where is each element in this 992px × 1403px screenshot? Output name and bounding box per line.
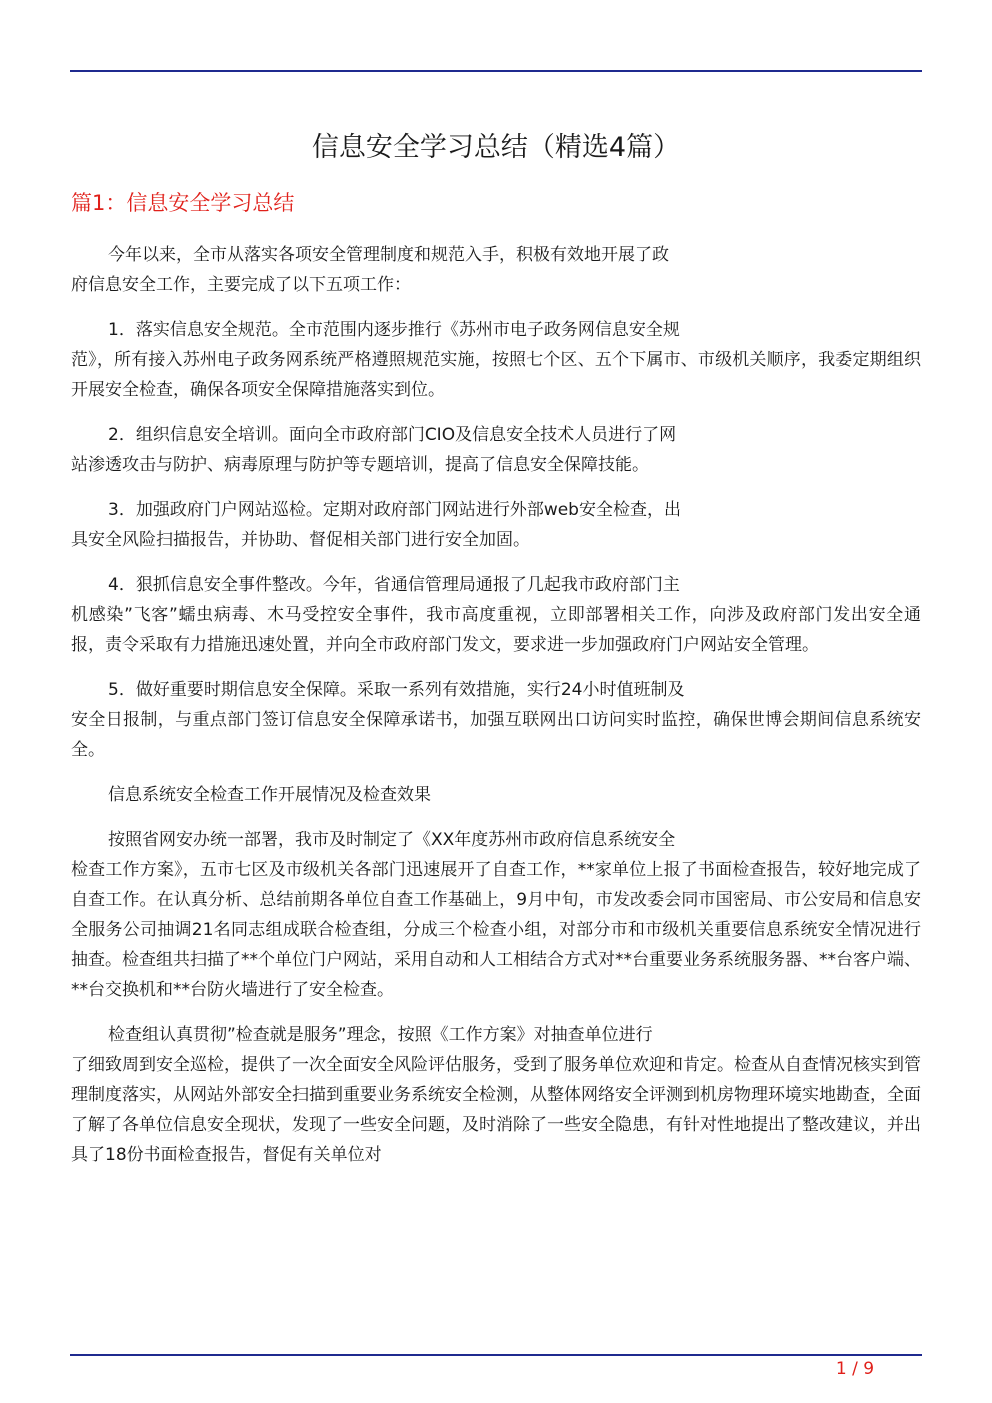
paragraph: [71, 420, 921, 480]
paragraph: [71, 1020, 921, 1170]
paragraph: [71, 825, 921, 1005]
document-body: [71, 240, 921, 1185]
paragraph-continuation: 站渗透攻击与防护、病毒原理与防护等专题培训，提高了信息安全保障技能。: [71, 455, 649, 475]
paragraph-continuation: 机感染”飞客”蠕虫病毒、木马受控安全事件，我市高度重视，立即部署相关工作，向涉及政府部门发出安全通报，责令采取有力措施迅速处置，并向全市政府部门发文，要求进一步加强政府门户网站安全管理。: [71, 605, 921, 655]
paragraph: [71, 240, 921, 300]
paragraph-continuation: 了细致周到安全巡检，提供了一次全面安全风险评估服务，受到了服务单位欢迎和肯定。检查从自查情况核实到管理制度落实，从网站外部安全扫描到重要业务系统安全检测，从整体网络安全评测到机房物理环境实地勘查，全面了解了各单位信息安全现状，发现了一些安全问题，及时消除了一些安全隐患，有针对性地提出了整改建议，并出具了18份书面检查报告，督促有关单位对: [71, 1055, 921, 1165]
page-indicator: 1 / 9: [835, 1359, 875, 1379]
paragraph-first-line: 1．落实信息安全规范。全市范围内逐步推行《苏州市电子政务网信息安全规: [108, 320, 680, 340]
paragraph-first-line: 按照省网安办统一部署，我市及时制定了《XX年度苏州市政府信息系统安全: [108, 830, 676, 850]
paragraph-continuation: 检查工作方案》，五市七区及市级机关各部门迅速展开了自查工作，**家单位上报了书面检查报告，较好地完成了自查工作。在认真分析、总结前期各单位自查工作基础上，9月中旬，市发改委会同市国密局、市公安局和信息安全服务公司抽调21名同志组成联合检查组，分成三个检查小组，对部分市和市级机关重要信息系统安全情况进行抽查。检查组共扫描了**个单位门户网站，采用自动和人工相结合方式对**台重要业务系统服务器、**台客户端、**台交换机和**台防火墙进行了安全检查。: [71, 860, 921, 1000]
paragraph-continuation: 具安全风险扫描报告，并协助、督促相关部门进行安全加固。: [71, 530, 530, 550]
subheading-paragraph: [71, 780, 921, 810]
paragraph-continuation: 范》，所有接入苏州电子政务网系统严格遵照规范实施，按照七个区、五个下属市、市级机关顺序，我委定期组织开展安全检查，确保各项安全保障措施落实到位。: [71, 350, 921, 400]
footer-rule: [70, 1354, 922, 1356]
paragraph: [71, 495, 921, 555]
paragraph-first-line: 信息系统安全检查工作开展情况及检查效果: [108, 785, 431, 805]
paragraph-continuation: 安全日报制，与重点部门签订信息安全保障承诺书，加强互联网出口访问实时监控，确保世博会期间信息系统安全。: [71, 710, 921, 760]
paragraph: [71, 315, 921, 405]
paragraph-first-line: 4．狠抓信息安全事件整改。今年，省通信管理局通报了几起我市政府部门主: [108, 575, 680, 595]
paragraph-first-line: 3．加强政府门户网站巡检。定期对政府部门网站进行外部web安全检查，出: [108, 500, 681, 520]
paragraph: [71, 570, 921, 660]
paragraph: [71, 675, 921, 765]
header-rule: [70, 70, 922, 72]
document-title: 信息安全学习总结（精选4篇）: [311, 132, 681, 163]
paragraph-first-line: 检查组认真贯彻”检查就是服务”理念，按照《工作方案》对抽查单位进行: [108, 1025, 653, 1045]
paragraph-first-line: 5．做好重要时期信息安全保障。采取一系列有效措施，实行24小时值班制及: [108, 680, 685, 700]
paragraph-continuation: 府信息安全工作，主要完成了以下五项工作：: [71, 275, 411, 295]
paragraph-first-line: 2．组织信息安全培训。面向全市政府部门CIO及信息安全技术人员进行了网: [108, 425, 677, 445]
section-heading: 篇1：信息安全学习总结: [71, 191, 295, 215]
paragraph-first-line: 今年以来，全市从落实各项安全管理制度和规范入手，积极有效地开展了政: [108, 245, 669, 265]
